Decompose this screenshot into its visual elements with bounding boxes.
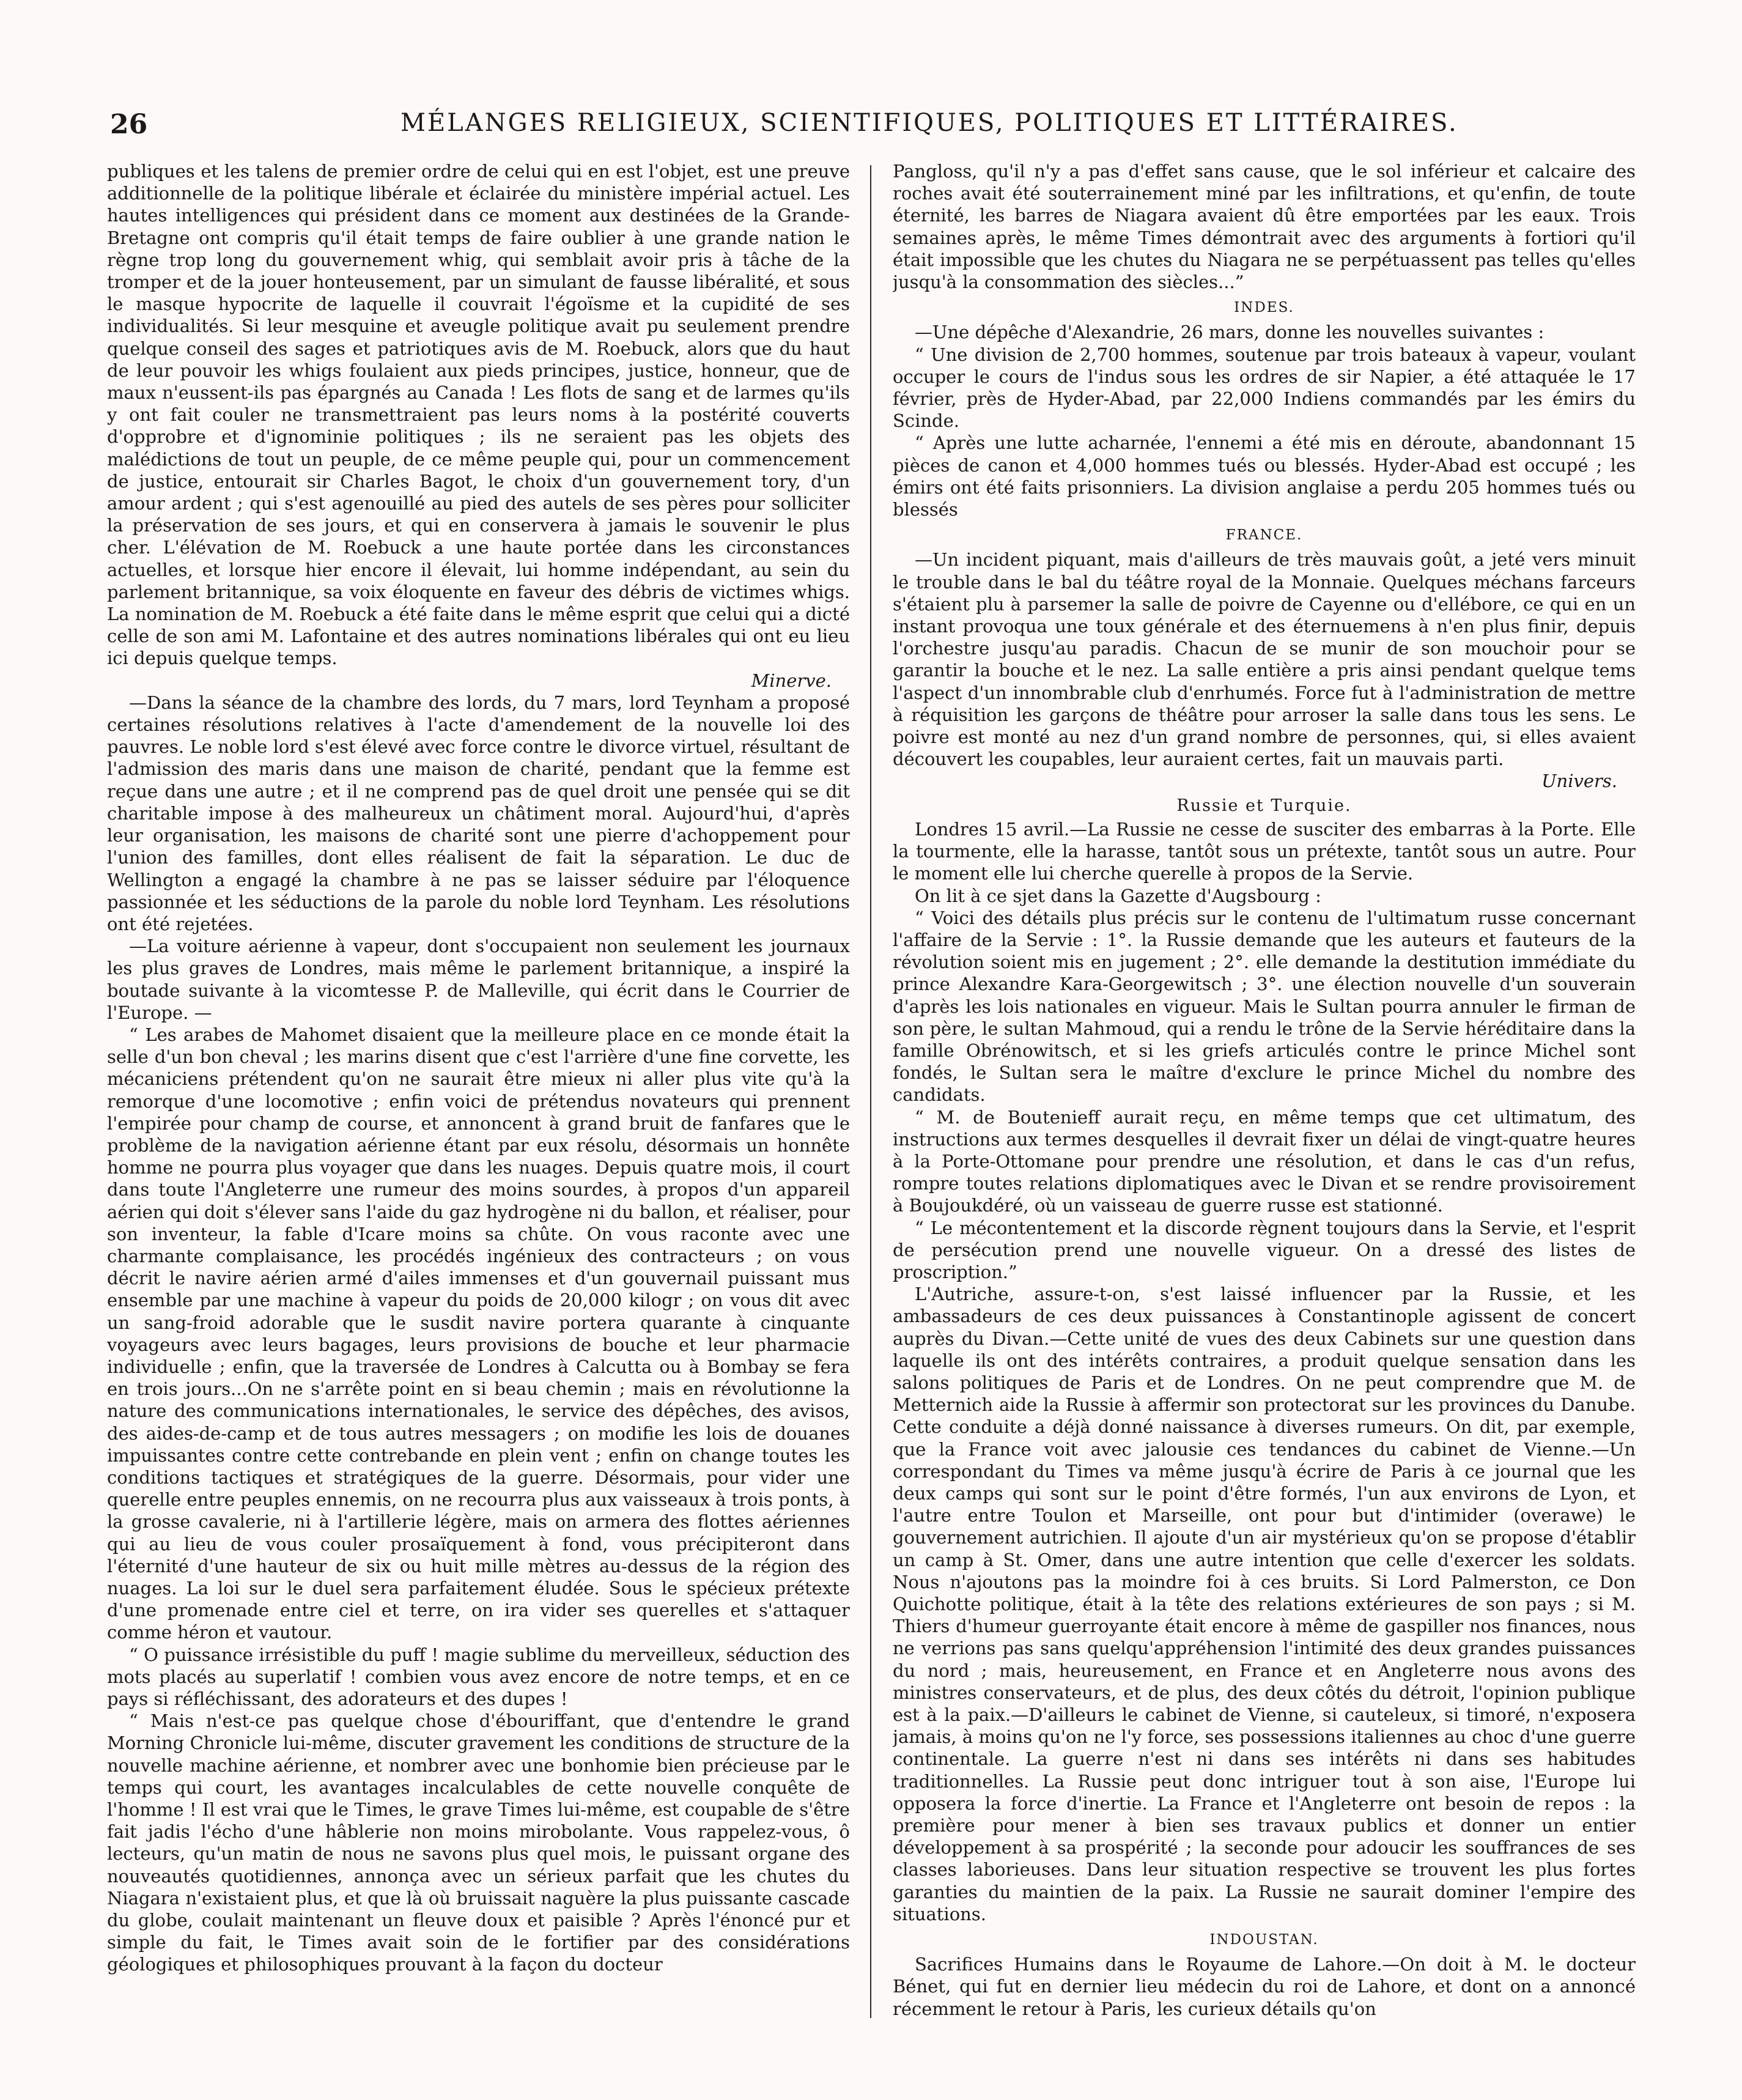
article-russie-5: “ Le mécontentement et la discorde règnent toujours dans la Servie, et l'esprit de persécution prend une nouvelle vigueur. On a dressé des listes de proscription.” <box>893 1217 1636 1282</box>
article-russie-4: “ M. de Boutenieff aurait reçu, en même temps que cet ultimatum, des instructions aux termes desquelles il devrait fixer un délai de vingt-quatre heures à la Porte-Ottomane pour prendre une résolution, et dans le cas d'un refus, rompre toutes relations diplomatiques avec le Divan et se rendre provisoirement à Boujoukdéré, où un vaisseau de guerre russe est stationné. <box>893 1106 1636 1216</box>
article-indes-intro: —Une dépêche d'Alexandrie, 26 mars, donne les nouvelles suivantes : <box>915 322 1545 343</box>
page-header <box>107 109 1650 152</box>
source-signature: Univers. <box>1541 771 1617 792</box>
article-niagara-end: Pangloss, qu'il n'y a pas d'effet sans cause, que le sol inférieur et calcaire des roches avait été souterrainement miné par les infiltrations, et qu'enfin, de toute éternité, les barres de Niagara avaient dû être emportées par les eaux. Trois semaines après, le même Times démontrait avec des arguments à fortiori qu'il était impossible que les chutes du Niagara ne se perpétuassent pas telles qu'elles jusqu'à la consommation des siècles...” <box>893 161 1636 293</box>
source-signature: Minerve. <box>751 670 832 691</box>
article-voiture-puff: “ O puissance irrésistible du puff ! magie sublime du merveilleux, séduction des mots placés au superlatif ! combien vous avez encore de notre temps, et en ce pays si réfléchissant, des adorateurs et des dupes ! <box>107 1644 850 1710</box>
article-voiture-chronicle: “ Mais n'est-ce pas quelque chose d'ébouriffant, que d'entendre le grand Morning Chronicle lui-même, discuter gravement les conditions de structure de la nouvelle machine aérienne, et nombrer avec une bonhomie bien précieuse par le temps qui court, les avantages incalculables de cette nouvelle conquête de l'homme ! Il est vrai que le Times, le grave Times lui-même, est coupable de s'être fait jadis l'écho d'une hâblerie non moins mirobolante. Vous rappelez-vous, ô lecteurs, qu'un matin de nous ne savons plus quel mois, le puissant organe des nouveautés quotidiennes, annonça avec un sérieux parfait que les chutes du Niagara n'existaient plus, et que là où bruissait naguère la plus puissante cascade du globe, coulait maintenant un fleuve doux et paisible ? Après l'énoncé pur et simple du fait, le Times avait soin de le fortifier par des considérations géologiques et philosophiques prouvant à la façon du docteur <box>107 1710 850 1975</box>
section-heading-france: FRANCE. <box>1225 527 1303 544</box>
article-russie-3: “ Voici des détails plus précis sur le contenu de l'ultimatum russe concernant l'affaire de la Servie : 1°. la Russie demande que les auteurs et fauteurs de la révolution soient mis en jugement ; 2°. elle demande la destitution immédiate du prince Alexandre Kara-Georgewitsch ; 3°. une élection nouvelle d'un souverain d'après les lois nationales en vigueur. Mais le Sultan pourra annuler le firman de son père, le sultan Mahmoud, qui a rendu le trône de la Servie héréditaire dans la famille Obrénowitsch, et si les griefs articulés contre le prince Michel sont fondés, le Sultan sera le maître d'exclure le prince Michel du nombre des candidats. <box>893 907 1636 1106</box>
article-russie-1: Londres 15 avril.—La Russie ne cesse de susciter des embarras à la Porte. Elle la tourmente, elle la harasse, tantôt sous un prétexte, tantôt sous un autre. Pour le moment elle lui cherche querelle à propos de la Servie. <box>893 818 1636 884</box>
article-indes-2: “ Après une lutte acharnée, l'ennemi a été mis en déroute, abandonnant 15 pièces de canon et 4,000 hommes tués ou blessés. Hyder-Abad est occupé ; les émirs ont été faits prisonniers. La division anglaise a perdu 205 hommes tués ou blessés <box>893 432 1636 520</box>
article-lahore: Sacrifices Humains dans le Royaume de Lahore.—On doit à M. le docteur Bénet, qui fut en dernier lieu médecin du roi de Lahore, et dont on a annoncé récemment le retour à Paris, les curieux détails qu'on <box>893 1954 1636 2019</box>
section-heading-indoustan: INDOUSTAN. <box>1209 1932 1319 1948</box>
running-title: MÉLANGES RELIGIEUX, SCIENTIFIQUES, POLITIQUES ET LITTÉRAIRES. <box>400 109 1458 137</box>
article-voiture-body: “ Les arabes de Mahomet disaient que la meilleure place en ce monde était la selle d'un bon cheval ; les marins disent que c'est l'arrière d'une fine corvette, les mécaniciens prétendent qu'on ne saurait être mieux ni aller plus vite qu'à la remorque d'une locomotive ; enfin voici de prétendus novateurs qui prennent l'empirée pour champ de course, et annoncent à grand bruit de fanfares que le problème de la navigation aérienne étant par eux résolu, désormais un honnête homme ne pourra plus voyager que dans les nuages. Depuis quatre mois, il court dans toute l'Angleterre une rumeur des moins sourdes, à propos d'un appareil aérien qui doit s'élever sans l'aide du gaz hydrogène ni du ballon, et réaliser, pour son inventeur, la fable d'Icare moins sa chûte. On vous raconte avec une charmante complaisance, les procédés ingénieux des contracteurs ; on vous décrit le navire aérien armé d'ailes immenses et d'un gouvernail puissant mus ensemble par une machine à vapeur du poids de 20,000 kilogr ; on vous dit avec un sang-froid adorable que le susdit navire portera quarante à cinquante voyageurs avec leurs bagages, leurs provisions de bouche et leur pharmacie individuelle ; enfin, que la traversée de Londres à Calcutta ou à Bombay se fera en trois jours...On ne s'arrête point en si beau chemin ; mais en révolutionne la nature des communications internationales, le service des dépêches, des avisos, des aides-de-camp et de tous autres messagers ; on modifie les lois de douanes impuissantes contre cette contrebande en plein vent ; enfin on change toutes les conditions tactiques et stratégiques de la guerre. Désormais, pour vider une querelle entre peuples ennemis, on ne recourra plus aux vaisseaux à trois ponts, à la grosse cavalerie, ni à l'artillerie légère, mais on armera des flottes aériennes qui au lieu de vous couler prosaïquement à fond, vous précipiteront dans l'éternité d'une hauteur de six ou huit mille mètres au-dessus de la région des nuages. La loi sur le duel sera parfaitement éludée. Sous le spécieux prétexte d'une promenade entre ciel et terre, on ira vider ses querelles et s'attaquer comme héron et vautour. <box>107 1024 850 1643</box>
section-heading-indes: INDES. <box>1234 300 1294 316</box>
left-column <box>107 160 850 2044</box>
article-russie-2: On lit à ce sjet dans la Gazette d'Augsbourg : <box>915 885 1321 906</box>
article-autriche: L'Autriche, assure-t-on, s'est laissé influencer par la Russie, et les ambassadeurs de ces deux puissances à Constantinople agissent de concert auprès du Divan.—Cette unité de vues des deux Cabinets sur une question dans laquelle ils ont des intérêts contraires, a produit quelque sensation dans les salons politiques de Paris et de Londres. On ne peut comprendre que M. de Metternich aide la Russie à affermir son protectorat sur les provinces du Danube. Cette conduite a déjà donné naissance à diverses rumeurs. On dit, par exemple, que la France voit avec jalousie ces tendances du cabinet de Vienne.—Un correspondant du Times va même jusqu'à écrire de Paris à ce journal que les deux camps qui sont sur le point d'être formés, l'un aux environs de Lyon, et l'autre entre Toulon et Marseille, ont pour but d'intimider (overawe) le gouvernement autrichien. Il ajoute d'un air mystérieux qu'on se propose d'établir un camp à St. Omer, dans une autre intention que celle d'exercer les soldats. Nous n'ajoutons pas la moindre foi à ces bruits. Si Lord Palmerston, ce Don Quichotte politique, était à la tête des relations extérieures de son pays ; si M. Thiers d'humeur guerroyante était encore à même de gaspiller nos finances, nous ne verrions pas sans quelqu'appréhension l'intimité des deux grandes puissances du nord ; mais, heureusement, en France et en Angleterre nous avons des ministres conservateurs, et de plus, des deux côtés du détroit, l'opinion publique est à la paix.—D'ailleurs le cabinet de Vienne, si cauteleux, si timoré, n'exposera jamais, à moins qu'on ne l'y force, ses possessions italiennes au choc d'une guerre continentale. La guerre n'est ni dans ses intérêts ni dans ses habitudes traditionnelles. La Russie peut donc intriguer tout à son aise, l'Europe lui opposera la force d'inertie. La France et l'Angleterre ont besoin de repos : la première pour mener à bien ses travaux publics et donner un entier développement à sa prospérité ; la seconde pour adoucir les souffrances de ses classes laborieuses. Dans leur situation respective se trouvent les plus fortes garanties du maintien de la paix. La Russie ne saurait dominer l'empire des situations. <box>893 1284 1636 1924</box>
right-column <box>893 160 1636 2044</box>
article-voiture-intro: —La voiture aérienne à vapeur, dont s'occupaient non seulement les journaux les plus graves de Londres, mais même le parlement britannique, a inspiré la boutade suivante à la vicomtesse P. de Malleville, qui écrit dans le Courrier de l'Europe. — <box>107 936 850 1023</box>
article-lords: —Dans la séance de la chambre des lords, du 7 mars, lord Teynham a proposé certaines résolutions relatives à l'acte d'amendement de la nouvelle loi des pauvres. Le noble lord s'est élevé avec force contre le divorce virtuel, résultant de l'admission des maris dans une maison de charité, pendant que la femme est reçue dans une autre ; et il ne comprend pas de quel droit une pensée qui se dit charitable impose à des malheureux un châtiment moral. Aujourd'hui, d'après leur organisation, les maisons de charité sont une pierre d'achoppement pour l'union des familles, dont elles réalisent de fait la séparation. Le duc de Wellington a engagé la chambre à ne pas se laisser séduire par l'éloquence passionnée et les séductions de la parole du noble lord Teynham. Les résolutions ont été rejetées. <box>107 692 850 934</box>
article-roebuck: publiques et les talens de premier ordre de celui qui en est l'objet, est une preuve additionnelle de la politique libérale et éclairée du ministère impérial actuel. Les hautes intelligences qui président dans ce moment aux destinées de la Grande-Bretagne ont compris qu'il était temps de faire oublier à une grande nation le règne trop long du gouvernement whig, qui semblait avoir pris à tâche de la tromper et de la jouer honteusement, par un simulant de fausse libéralité, et sous le masque hypocrite de laquelle il couvrait l'égoïsme et la cupidité de ses individualités. Si leur mesquine et aveugle politique avait pu seulement prendre quelque conseil des sages et patriotiques avis de M. Roebuck, alors que du haut de leur pouvoir les whigs foulaient aux pieds principes, justice, honneur, que de maux n'eussent-ils pas épargnés au Canada ! Les flots de sang et de larmes qu'ils y ont fait couler ne transmettraient pas leurs noms à la postérité couverts d'opprobre et d'ignominie politiques ; ils ne seraient pas les objets des malédictions de tout un peuple, de ce même peuple qui, pour un commencement de justice, entourait sir Charles Bagot, le choix d'un gouvernement tory, d'un amour ardent ; qui s'est agenouillé au pied des autels de ses pères pour solliciter la préservation de ses jours, et qui en conservera à jamais le souvenir le plus cher. L'élévation de M. Roebuck a une haute portée dans les circonstances actuelles, et lorsque hier encore il élevait, lui homme indépendant, au sein du parlement britannique, sa voix éloquente en faveur des débris de victimes whigs. La nomination de M. Roebuck a été faite dans le même esprit que celui qui a dicté celle de son ami M. Lafontaine et des autres nominations libérales qui ont eu lieu ici depuis quelque temps. <box>107 161 850 669</box>
section-heading-russie: Russie et Turquie. <box>1176 796 1352 815</box>
article-indes-1: “ Une division de 2,700 hommes, soutenue par trois bateaux à vapeur, voulant occuper le cours de l'indus sous les ordres de sir Napier, a été attaquée le 17 février, près de Hyder-Abad, par 22,000 Indiens commandés par les émirs du Scinde. <box>893 344 1636 432</box>
page-number: 26 <box>110 109 148 140</box>
columns <box>107 160 1636 2056</box>
article-france: —Un incident piquant, mais d'ailleurs de très mauvais goût, a jeté vers minuit le trouble dans le bal du téâtre royal de la Monnaie. Quelques méchans farceurs s'étaient plu à parsemer la salle de poivre de Cayenne ou d'ellébore, ce qui en un instant provoqua une toux générale et des éternuemens à n'en plus finir, depuis l'orchestre jusqu'au paradis. Chacun de se munir de son mouchoir pour se garantir la bouche et le nez. La salle entière a pris ainsi pendant quelque tems l'aspect d'un innombrable club d'enrhumés. Force fut à l'administration de mettre à réquisition les garçons de théâtre pour arroser la salle dans tous les sens. Le poivre est monté au nez d'un grand nombre de personnes, qui, si elles avaient découvert les coupables, leur auraient certes, fait un mauvais parti. <box>893 549 1636 770</box>
